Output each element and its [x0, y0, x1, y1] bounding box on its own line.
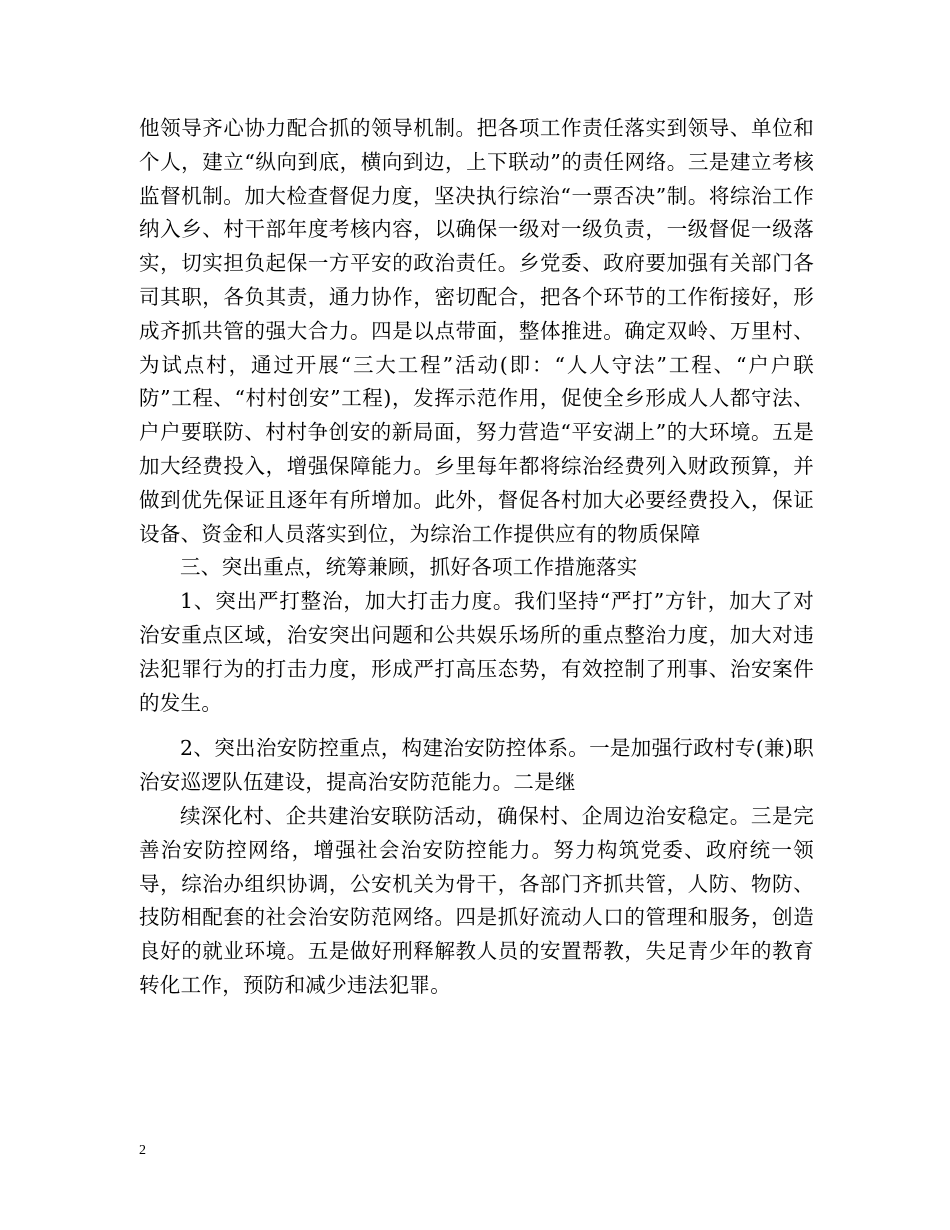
- section-heading-three: 三、突出重点，统筹兼顾，抓好各项工作措施落实: [180, 555, 638, 580]
- paragraph-prevention-continued: 续深化村、企共建治安联防活动，确保村、企周边治安稳定。三是完善治安防控网络，增强社会治安防控能力。努力构筑党委、政府统一领导，综治办组织协调，公安机关为骨干，各部门齐抓共管，人防、物防、技防相配套的社会治安防范网络。四是抓好流动人口的管理和服务，创造良好的就业环境。五是做好刑释解教人员的安置帮教，失足青少年的教育转化工作，预防和减少违法犯罪。: [139, 803, 814, 997]
- page-number: 2: [139, 1143, 146, 1158]
- paragraph-prevention-system: 2、突出治安防控重点，构建治安防控体系。一是加强行政村专(兼)职治安巡逻队伍建设，提高治安防范能力。二是继: [139, 736, 814, 795]
- document-body: [139, 112, 814, 1003]
- paragraph-leadership-mechanism: 他领导齐心协力配合抓的领导机制。把各项工作责任落实到领导、单位和个人，建立“纵向到底，横向到边，上下联动”的责任网络。三是建立考核监督机制。加大检查督促力度，坚决执行综治“一票否决”制。将综治工作纳入乡、村干部年度考核内容，以确保一级对一级负责，一级督促一级落实，切实担负起保一方平安的政治责任。乡党委、政府要加强有关部门各司其职，各负其责，通力协作，密切配合，把各个环节的工作衔接好，形成齐抓共管的强大合力。四是以点带面，整体推进。确定双岭、万里村、为试点村，通过开展“三大工程”活动(即：“人人守法”工程、“户户联防”工程、“村村创安”工程)，发挥示范作用，促使全乡形成人人都守法、户户要联防、村村争创安的新局面，努力营造“平安湖上”的大环境。五是加大经费投入，增强保障能力。乡里每年都将综治经费列入财政预算，并做到优先保证且逐年有所增加。此外，督促各村加大必要经费投入，保证设备、资金和人员落实到位，为综治工作提供应有的物质保障: [139, 116, 814, 546]
- paragraph-strike-hard: 1、突出严打整治，加大打击力度。我们坚持“严打”方针，加大了对治安重点区域，治安突出问题和公共娱乐场所的重点整治力度，加大对违法犯罪行为的打击力度，形成严打高压态势，有效控制了刑事、治安案件的发生。: [139, 589, 814, 715]
